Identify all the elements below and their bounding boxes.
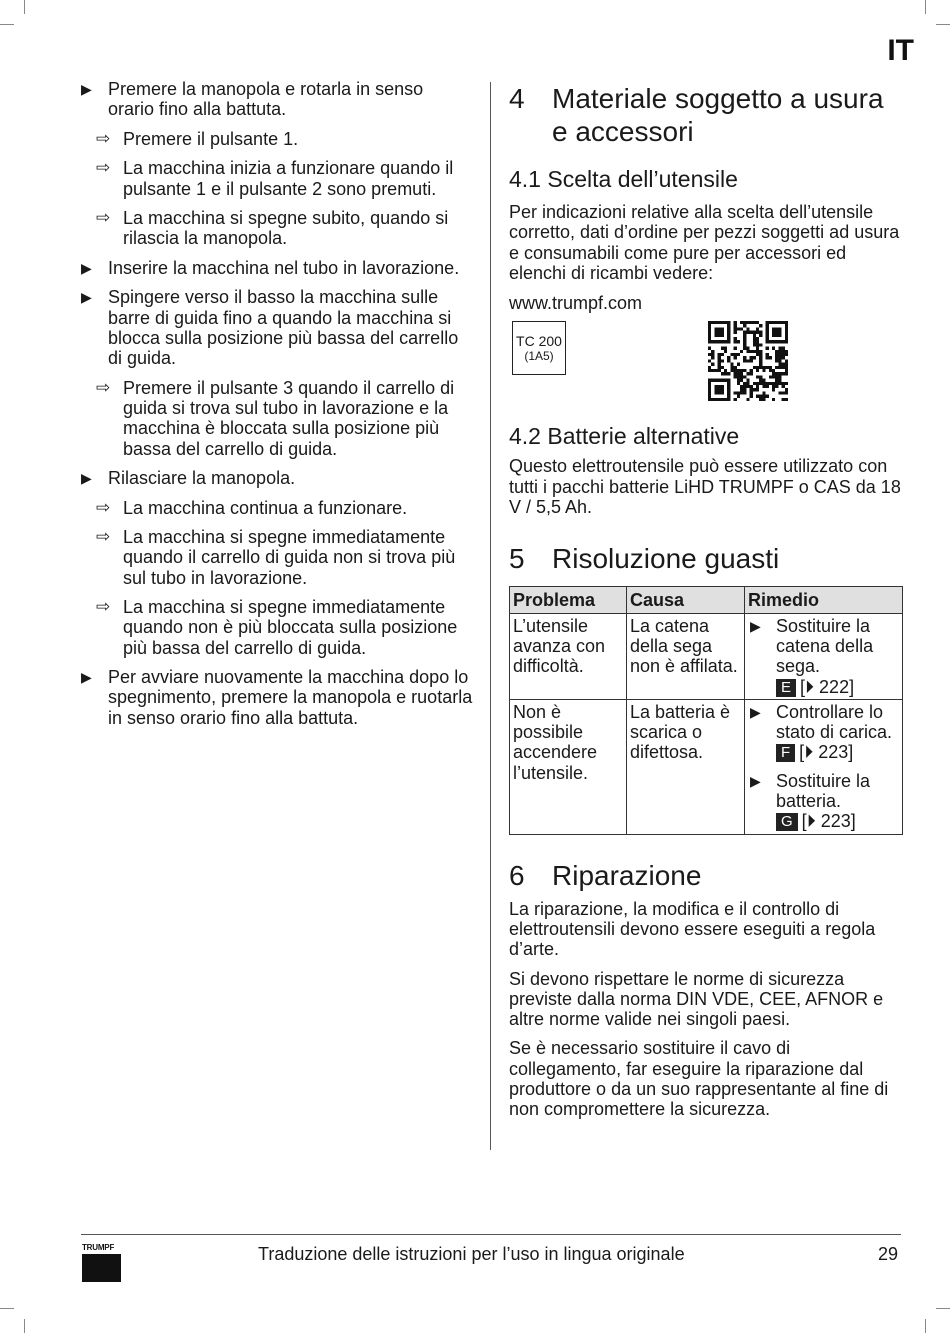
page-ref-number: 223 xyxy=(820,811,851,832)
result-text: Premere il pulsante 3 quando il carrello di guida si trova sul tubo in lavorazione e la macchina è bloccata sulla posizione più bassa del carrello di guida. xyxy=(123,377,455,459)
result-arrow-icon: ⇨ xyxy=(96,377,111,397)
repair-paragraph: Si devono rispettare le norme di sicurezza previste dalla norma DIN VDE, CEE, AFNOR e altre norme valide nei singoli paesi. xyxy=(509,968,884,1030)
result-text: Premere il pulsante 1. xyxy=(123,128,299,149)
result-text: La macchina si spegne immediatamente quando non è più bloccata sulla posizione più bassa del carrello di guida. xyxy=(123,597,458,658)
result-arrow-icon: ⇨ xyxy=(96,497,111,517)
crop-mark xyxy=(0,24,14,25)
repair-paragraph: Se è necessario sostituire il cavo di collegamento, far eseguire la riparazione dal produttore o da un suo rappresentante al fine di non compromettere la sicurezza. xyxy=(509,1038,889,1120)
table-header-row xyxy=(510,587,903,613)
column-divider xyxy=(490,82,491,1150)
cause-cell: La catena della sega non è affilata. xyxy=(627,613,745,699)
crop-mark xyxy=(936,1308,950,1309)
instruction-result xyxy=(81,208,473,249)
result-text: La macchina si spegne immediatamente quando il carrello di guida non si trova più sul tubo in lavorazione. xyxy=(123,527,456,588)
step-arrow-icon: ▶ xyxy=(81,669,92,686)
right-column xyxy=(509,79,902,1120)
figure-badge: E xyxy=(776,679,796,697)
section-5-heading xyxy=(509,542,902,575)
page-ref-link[interactable]: [⏵ 223] xyxy=(801,811,856,832)
subsection-number: 4.1 xyxy=(509,166,541,192)
page-number: 29 xyxy=(877,1244,898,1264)
instruction-result xyxy=(81,597,473,658)
step-text: Rilasciare la manopola. xyxy=(108,468,296,489)
remedy-step xyxy=(748,616,899,697)
problem-cell: L’utensile avanza con difficoltà. xyxy=(510,613,627,699)
section-4-heading xyxy=(509,82,902,148)
step-arrow-icon: ▶ xyxy=(750,772,761,789)
table-row xyxy=(510,699,903,834)
page-ref-link[interactable]: [⏵ 223] xyxy=(799,742,854,763)
alternative-batteries-text: Questo elettroutensile può essere utilizzato con tutti i pacchi batterie LiHD TRUMPF o CAS da 18 V / 5,5 Ah. xyxy=(509,456,901,518)
tool-code-box xyxy=(512,321,566,375)
step-arrow-icon: ▶ xyxy=(81,470,92,487)
step-arrow-icon: ▶ xyxy=(81,259,92,276)
result-arrow-icon: ⇨ xyxy=(96,128,111,148)
instruction-result xyxy=(81,527,473,588)
table-row xyxy=(510,613,903,699)
crop-mark xyxy=(24,1319,25,1333)
instruction-result xyxy=(81,498,473,518)
section-6-heading xyxy=(509,859,902,892)
ref-arrow-icon: ⏵ xyxy=(804,742,814,763)
section-title: Riparazione xyxy=(552,859,702,891)
result-arrow-icon: ⇨ xyxy=(96,158,111,178)
instruction-step xyxy=(81,79,473,120)
remedy-step xyxy=(748,702,899,763)
instruction-result xyxy=(81,378,473,459)
footer-rule xyxy=(81,1234,901,1235)
page-ref-link[interactable]: [⏵ 222] xyxy=(800,676,855,697)
section-number: 4 xyxy=(509,83,525,114)
crop-mark xyxy=(0,1308,14,1309)
result-text: La macchina inizia a funzionare quando il pulsante 1 e il pulsante 2 sono premuti. xyxy=(123,158,454,199)
remedy-text: Sostituire la catena della sega. xyxy=(776,615,874,677)
left-column xyxy=(81,79,473,737)
qr-code-icon[interactable] xyxy=(708,321,788,401)
instruction-step xyxy=(81,468,473,488)
ref-arrow-icon: ⏵ xyxy=(805,676,815,697)
subsection-title: Scelta dell’utensile xyxy=(547,166,738,192)
remedy-text: Sostituire la batteria. xyxy=(776,770,871,812)
column-header-cause: Causa xyxy=(627,587,745,613)
subsection-4-1-heading xyxy=(509,165,902,193)
step-arrow-icon: ▶ xyxy=(81,81,92,97)
page-ref-number: 222 xyxy=(819,676,850,697)
language-tag: IT xyxy=(887,34,914,67)
remedy-cell xyxy=(745,613,903,699)
crop-mark xyxy=(925,0,926,14)
tool-code-sub: (1A5) xyxy=(524,349,554,363)
trumpf-logo xyxy=(82,1243,122,1282)
trumpf-url-link[interactable]: www.trumpf.com xyxy=(509,293,643,314)
subsection-4-2-heading xyxy=(509,422,902,450)
section-number: 5 xyxy=(509,543,525,575)
logo-text: TRUMPF xyxy=(82,1243,115,1252)
crop-mark xyxy=(24,0,25,14)
step-text: Inserire la macchina nel tubo in lavorazione. xyxy=(108,257,460,278)
footer-title: Traduzione delle istruzioni per l’uso in lingua originale xyxy=(258,1244,685,1264)
step-text: Spingere verso il basso la macchina sulle barre di guida fino a quando la macchina si blocca sulla posizione più bassa del carrello di guida. xyxy=(108,287,459,369)
step-text: Premere la manopola e rotarla in senso orario fino alla battuta. xyxy=(108,79,424,120)
tool-selection-text: Per indicazioni relative alla scelta dell’utensile corretto, dati d’ordine per pezzi soggetti ad usura e consumabili come pure per accessori ed elenchi di ricambi vedere: xyxy=(509,202,900,283)
section-title: Risoluzione guasti xyxy=(552,543,780,575)
remedy-cell xyxy=(745,699,903,834)
result-arrow-icon: ⇨ xyxy=(96,208,111,228)
subsection-title: Batterie alternative xyxy=(547,423,740,450)
section-number: 6 xyxy=(509,859,525,891)
result-arrow-icon: ⇨ xyxy=(96,597,111,617)
remedy-step xyxy=(748,771,899,832)
instruction-result xyxy=(81,158,473,199)
page-ref-number: 223 xyxy=(818,742,849,763)
subsection-number: 4.2 xyxy=(509,423,541,450)
section-title: Materiale soggetto a usura e accessori xyxy=(552,83,884,147)
step-arrow-icon: ▶ xyxy=(750,703,761,720)
instruction-step xyxy=(81,258,473,278)
column-header-remedy: Rimedio xyxy=(745,587,903,613)
cause-cell: La batteria è scarica o difettosa. xyxy=(627,699,745,834)
problem-cell: Non è possibile accendere l’utensile. xyxy=(510,699,627,834)
logo-block xyxy=(82,1254,121,1282)
instruction-result xyxy=(81,129,473,149)
repair-paragraph: La riparazione, la modifica e il controllo di elettroutensili devono essere eseguiti a regola d’arte. xyxy=(509,898,876,960)
step-arrow-icon: ▶ xyxy=(81,289,92,306)
crop-mark xyxy=(936,24,950,25)
instruction-step xyxy=(81,287,473,368)
crop-mark xyxy=(925,1319,926,1333)
result-text: La macchina continua a funzionare. xyxy=(123,497,408,518)
step-arrow-icon: ▶ xyxy=(750,617,761,634)
ref-arrow-icon: ⏵ xyxy=(806,811,816,832)
step-text: Per avviare nuovamente la macchina dopo lo spegnimento, premere la manopola e ruotarla in senso orario fino alla battuta. xyxy=(108,667,473,728)
column-header-problem: Problema xyxy=(510,587,627,613)
figure-badge: G xyxy=(776,813,798,831)
tool-code-main: TC 200 xyxy=(516,333,562,349)
remedy-text: Controllare lo stato di carica. xyxy=(776,701,893,743)
figure-badge: F xyxy=(776,744,795,762)
instruction-step xyxy=(81,667,473,728)
result-arrow-icon: ⇨ xyxy=(96,527,111,547)
result-text: La macchina si spegne subito, quando si rilascia la manopola. xyxy=(123,208,449,249)
troubleshooting-table xyxy=(509,586,903,834)
